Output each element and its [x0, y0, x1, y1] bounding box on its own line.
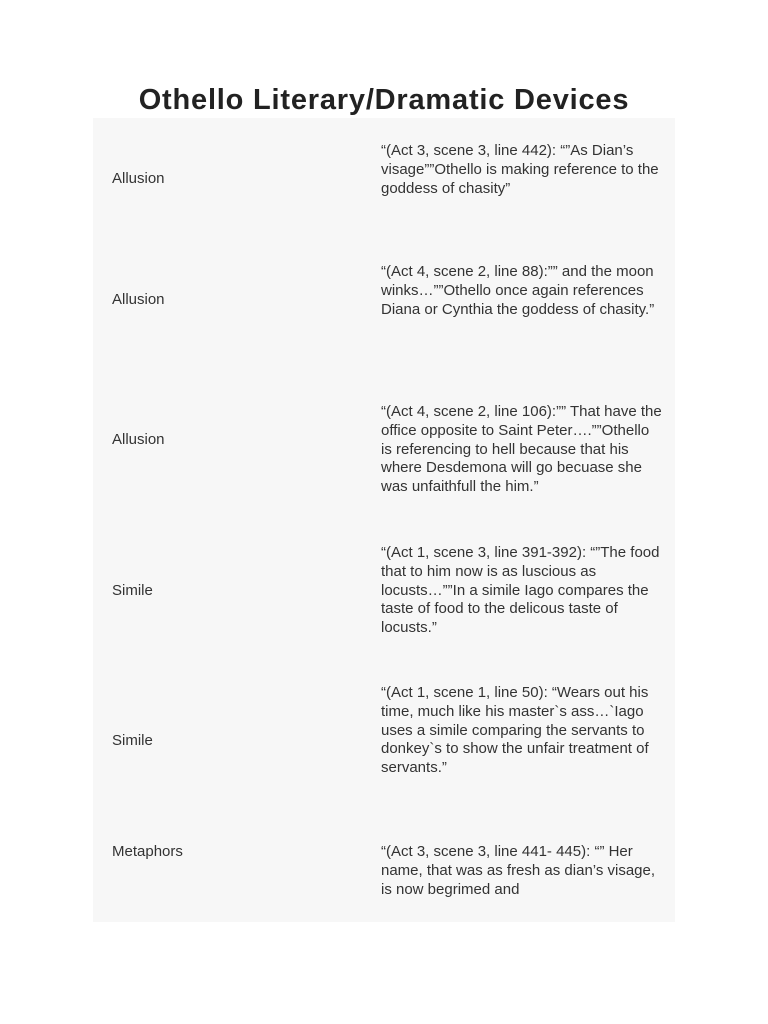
device-description: “(Act 3, scene 3, line 441- 445): “” Her name, that was as fresh as dian’s visage, is now begrimed and — [381, 843, 656, 898]
device-term: Allusion — [112, 431, 165, 448]
device-description: “(Act 4, scene 2, line 88):”” and the moon winks…””Othello once again references Diana or Cynthia the goddess of chasity.” — [381, 263, 655, 318]
device-term: Allusion — [112, 170, 165, 187]
devices-table — [93, 118, 675, 922]
device-term: Allusion — [112, 291, 165, 308]
device-term: Simile — [112, 582, 153, 599]
device-term: Metaphors — [112, 843, 183, 860]
device-description: “(Act 1, scene 3, line 391-392): “”The food that to him now is as luscious as locusts…””In a simile Iago compares the taste of food to the delicous taste of locusts.” — [381, 544, 660, 637]
device-description: “(Act 3, scene 3, line 442): “”As Dian’s visage””Othello is making reference to the goddess of chasity” — [381, 142, 659, 197]
device-description: “(Act 1, scene 1, line 50): “Wears out his time, much like his master`s ass…`Iago uses a simile comparing the servants to donkey`s to show the unfair treatment of servants.” — [381, 684, 649, 777]
device-description: “(Act 4, scene 2, line 106):”” That have the office opposite to Saint Peter….””Othello is referencing to hell because that his where Desdemona will go becuase she was unfaithfull the him.” — [381, 403, 662, 496]
page-title: Othello Literary/Dramatic Devices — [138, 84, 630, 116]
device-term: Simile — [112, 732, 153, 749]
